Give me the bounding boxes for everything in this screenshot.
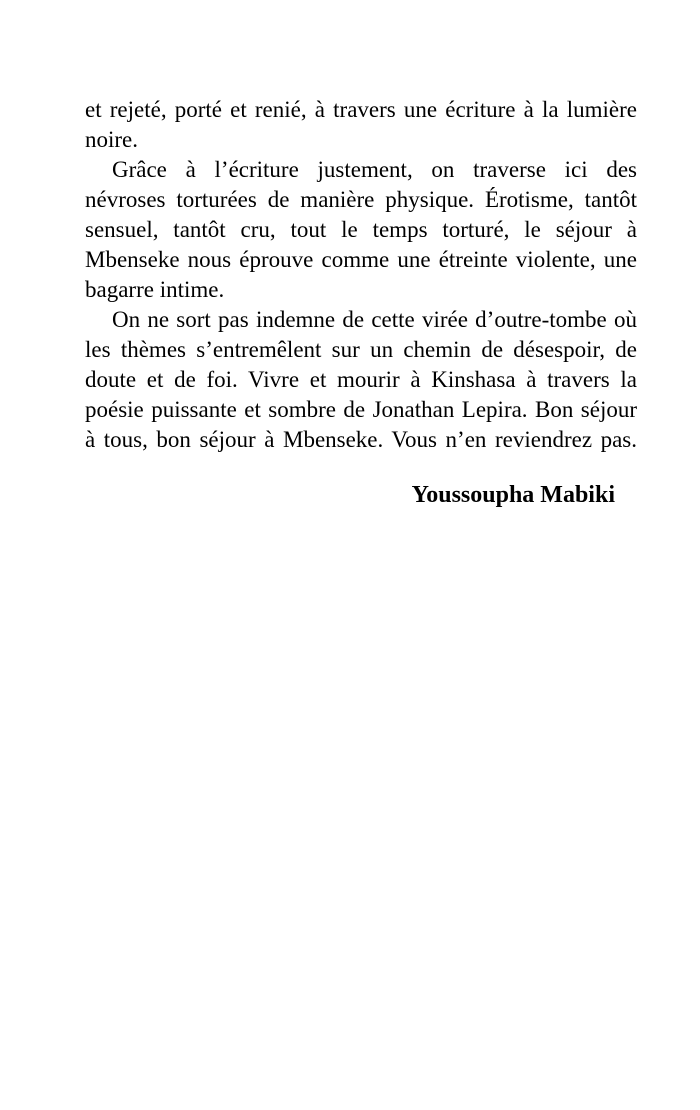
text-line: bagarre intime. xyxy=(85,277,225,302)
text-line: poésie puissante et sombre de Jonathan Lepira. Bon séjour xyxy=(85,397,637,422)
text-line: On ne sort pas indemne de cette virée d’outre-tombe où xyxy=(112,307,637,332)
paragraph-1 xyxy=(85,95,637,155)
text-line: les thèmes s’entremêlent sur un chemin de désespoir, de xyxy=(85,337,637,362)
text-line: Mbenseke nous éprouve comme une étreinte violente, une xyxy=(85,247,637,272)
text-line: doute et de foi. Vivre et mourir à Kinshasa à travers la xyxy=(85,367,637,392)
text-block xyxy=(85,95,637,455)
text-line: noire. xyxy=(85,127,139,152)
text-line: et rejeté, porté et renié, à travers une écriture à la lumière xyxy=(85,97,637,122)
text-line: Grâce à l’écriture justement, on traverse ici des xyxy=(112,157,637,182)
paragraph-3 xyxy=(85,305,637,455)
text-line: à tous, bon séjour à Mbenseke. Vous n’en reviendrez pas. xyxy=(85,427,637,452)
author-signature: Youssoupha Mabiki xyxy=(411,482,615,508)
paragraph-2 xyxy=(85,155,637,305)
text-line: sensuel, tantôt cru, tout le temps torturé, le séjour à xyxy=(85,217,637,242)
text-line: névroses torturées de manière physique. Érotisme, tantôt xyxy=(85,187,637,212)
